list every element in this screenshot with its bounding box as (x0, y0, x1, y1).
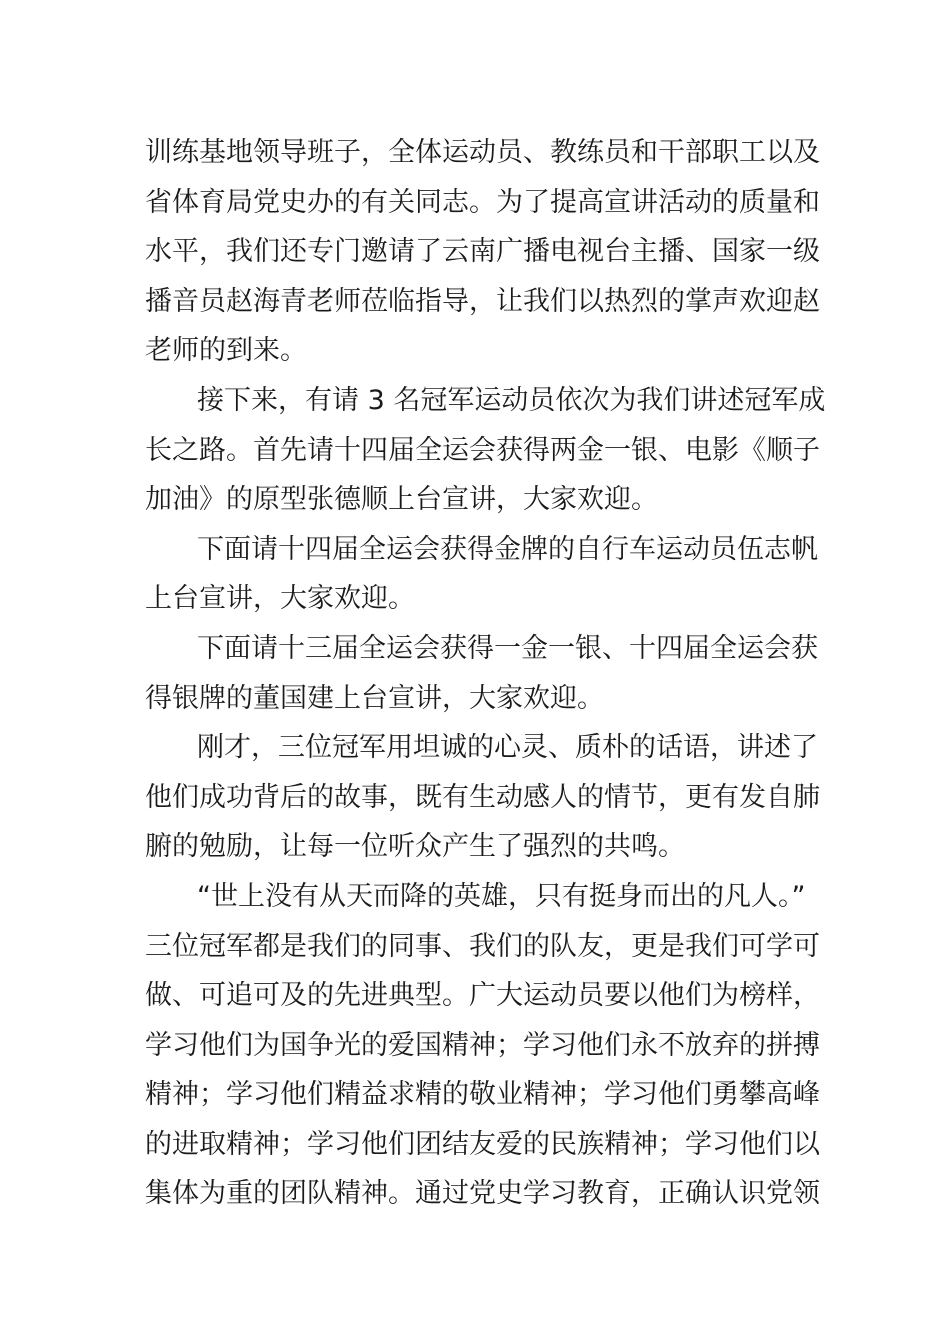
text-line: 集体为重的团队精神。通过党史学习教育，正确认识党领 (145, 1178, 820, 1210)
paragraph-third-speaker (145, 624, 818, 723)
text-line: 加油》的原型张德顺上台宣讲，大家欢迎。 (145, 484, 658, 516)
text-line: 他们成功背后的故事，既有生动感人的情节，更有发自肺 (145, 781, 820, 813)
text-line: 训练基地领导班子，全体运动员、教练员和干部职工以及 (145, 137, 820, 168)
text-line: 省体育局党史办的有关同志。为了提高宣讲活动的质量和 (145, 186, 820, 218)
text-line: 三位冠军都是我们的同事、我们的队友，更是我们可学可 (145, 930, 820, 962)
paragraph-second-speaker (145, 525, 818, 624)
paragraph-champions-intro (145, 376, 826, 525)
text-line: 刚才，三位冠军用坦诚的心灵、质朴的话语，讲述了 (197, 732, 818, 764)
text-line: 老师的到来。 (145, 335, 307, 367)
text-line: 做、可追可及的先进典型。广大运动员要以他们为榜样， (145, 980, 820, 1012)
text-line: 接下来，有请 3 名冠军运动员依次为我们讲述冠军成 (197, 384, 826, 416)
paragraph-summary (145, 723, 820, 872)
text-line: 精神；学习他们精益求精的敬业精神；学习他们勇攀高峰 (145, 1079, 820, 1111)
text-line: 长之路。首先请十四届全运会获得两金一银、电影《顺子 (145, 434, 820, 466)
document-body (145, 128, 826, 1219)
text-line: 上台宣讲，大家欢迎。 (145, 583, 415, 615)
text-line: 得银牌的董国建上台宣讲，大家欢迎。 (145, 682, 604, 714)
text-line: 水平，我们还专门邀请了云南广播电视台主播、国家一级 (145, 236, 820, 268)
text-line: 学习他们为国争光的爱国精神；学习他们永不放弃的拼搏 (145, 1029, 820, 1061)
text-line: 下面请十三届全运会获得一金一银、十四届全运会获 (197, 632, 818, 664)
text-line: 腑的勉励，让每一位听众产生了强烈的共鸣。 (145, 831, 685, 863)
text-line: 下面请十四届全运会获得金牌的自行车运动员伍志帆 (197, 533, 818, 565)
paragraph-continuation (145, 128, 820, 376)
text-line: “世上没有从天而降的英雄，只有挺身而出的凡人。” (197, 880, 806, 912)
text-line: 播音员赵海青老师莅临指导，让我们以热烈的掌声欢迎赵 (145, 285, 820, 317)
paragraph-quote-spirit (145, 872, 820, 1219)
text-line: 的进取精神；学习他们团结友爱的民族精神；学习他们以 (145, 1128, 820, 1160)
